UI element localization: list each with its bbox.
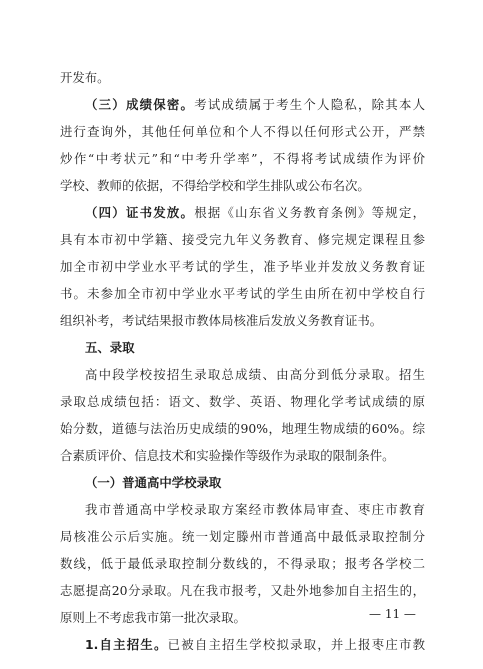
text-line: 合素质评价、信息技术和实验操作等级作为录取的限制条件。 [60,448,395,463]
subsection-heading: （一）普通高中学校录取 [85,475,222,490]
text-line: 局核准公示后实施。统一划定滕州市普通高中最低录取控制分 [60,529,425,544]
text-line: 数线，低于最低录取控制分数线的，不得录取；报考各学校二 [60,556,425,571]
text-line: 我市普通高中学校录取方案经市教体局审查、枣庄市教育 [85,502,425,517]
text-line: 始分数，道德与法治历史成绩的90%，地理生物成绩的60%。综 [60,421,425,436]
text-line: 录取总成绩包括：语文、数学、英语、物理化学考试成绩的原 [60,394,425,409]
section-heading: 五、录取 [85,340,135,355]
subsection-heading: （四）证书发放。 [85,205,195,220]
text-line: 原则上不考虑我市第一批次录取。 [60,610,246,625]
subsection-heading: （三）成绩保密。 [85,97,195,112]
text-line: 组织补考，考试结果报市教体局核准后发放义务教育证书。 [60,313,383,328]
text-line: 具有本市初中学籍、接受完九年义务教育、修完规定课程且参 [60,232,425,247]
text-line: 加全市初中学业水平考试的学生，准予毕业并发放义务教育证 [60,259,425,274]
text-line: 炒作“中考状元”和“中考升学率”，不得将考试成绩作为评价 [60,151,425,166]
section-line: （三）成绩保密。考试成绩属于考生个人隐私，除其本人 [85,97,425,112]
text-line: 进行查询外，其他任何单位和个人不得以任何形式公开，严禁 [60,124,425,139]
text-line: 书。未参加全市初中学业水平考试的学生由所在初中学校自行 [60,286,425,301]
section-line: （四）证书发放。根据《山东省义务教育条例》等规定， [85,205,425,220]
item-heading: 1.自主招生。 [85,637,168,652]
text-line: 学校、教师的依据，不得给学校和学生排队或公布名次。 [60,178,370,193]
section-line: 1.自主招生。已被自主招生学校拟录取，并上报枣庄市教 [85,637,425,652]
text-line: 高中段学校按招生录取总成绩、由高分到低分录取。招生 [85,367,425,382]
page-number: — 11 — [369,607,416,621]
text-line: 开发布。 [60,70,110,85]
text-line: 志愿提高20分录取。凡在我市报考，又赴外地参加自主招生的， [60,583,425,598]
